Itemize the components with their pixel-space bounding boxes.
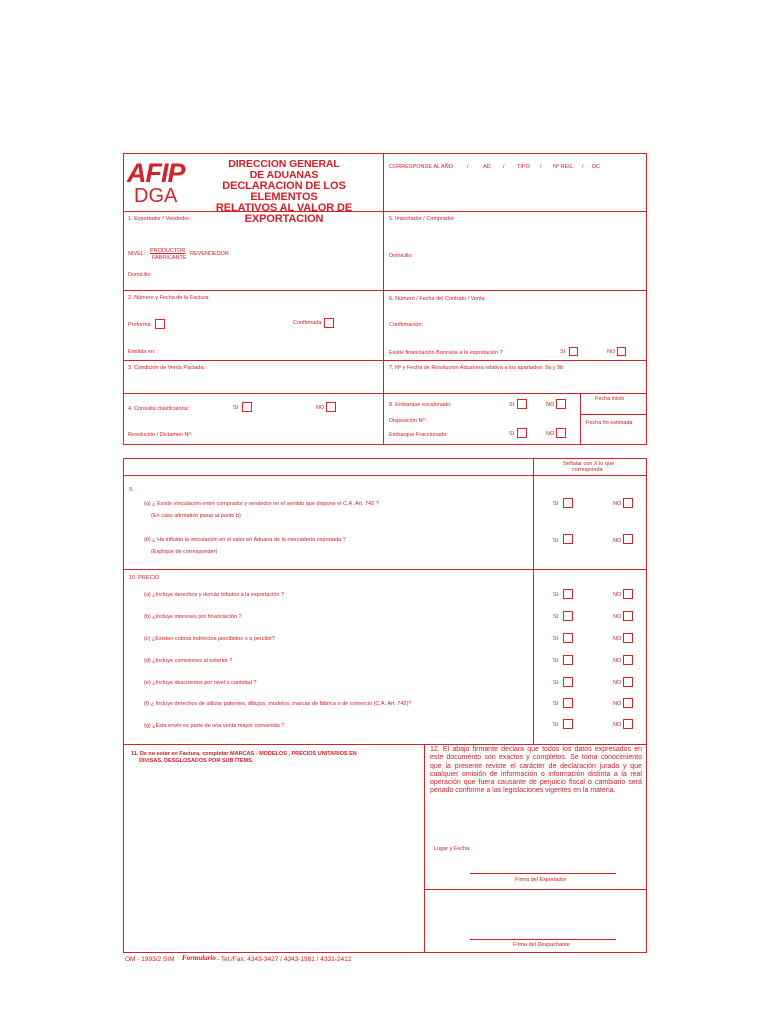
section11-line2: DIVISAS, DESGLOSADOS POR SUB ÍTEMS. xyxy=(139,758,254,764)
fecha-column-divider xyxy=(580,393,581,445)
section10-label: 10. PRECIO xyxy=(129,575,160,581)
q10g-si-checkbox[interactable] xyxy=(563,719,573,729)
q10b-si-label: SI xyxy=(553,614,559,620)
section7-title: 7. Nº y Fecha de Resolución Aduanera relativa a los apartados: 9a y 9b xyxy=(389,365,564,371)
q10b-si-checkbox[interactable] xyxy=(563,611,573,621)
q10f-no-checkbox[interactable] xyxy=(623,698,633,708)
q10b-text: (b) ¿Incluye intereses por financiación ? xyxy=(144,614,242,620)
marker-header-line2: corresponda xyxy=(572,467,603,473)
consulta-si-label: SI xyxy=(233,405,239,411)
ref-dc: DC xyxy=(592,164,600,170)
q10c-no-checkbox[interactable] xyxy=(623,633,633,643)
ref-nreg: Nº REG. xyxy=(553,164,574,170)
section5-title: 5. Importador / Comprador xyxy=(389,216,454,222)
escalonado-si-checkbox[interactable] xyxy=(517,399,527,409)
divider-10-11 xyxy=(123,744,647,745)
fecha-inicio-label: Fecha inicio xyxy=(595,396,625,402)
dga-logo: DGA xyxy=(134,185,178,207)
fecha-row-divider xyxy=(580,414,647,415)
confirmacion-label: Confirmación: xyxy=(389,322,423,328)
consulta-no-checkbox[interactable] xyxy=(326,402,336,412)
q10b-no-label: NO xyxy=(613,614,622,620)
financiacion-si-label: SI xyxy=(560,349,566,355)
divider-3-4 xyxy=(123,393,647,394)
answer-column-divider xyxy=(533,458,534,744)
marker-header-divider xyxy=(123,475,647,476)
confirmada-checkbox[interactable] xyxy=(324,318,334,328)
q10e-no-label: NO xyxy=(613,680,622,686)
disposicion-label: Disposición Nº : xyxy=(389,418,428,424)
q10a-text: (a) ¿Incluye derechos y demás tributos a la exportación ? xyxy=(144,592,285,598)
q10f-text: (f) ¿ Incluye derechos de utilizar patentes, dibujos, modelos, marcas de fábrica o de comercio (C.A. Art. 742)? xyxy=(144,701,412,707)
escalonado-no-label: NO xyxy=(546,402,555,408)
lugar-fecha-label: Lugar y Fecha: xyxy=(434,846,471,852)
q9a-note: (En caso afirmativo pasar al punto b) xyxy=(151,513,241,519)
section2-title: 2. Número y Fecha de la Factura: xyxy=(128,295,210,301)
q10a-si-label: SI xyxy=(553,592,559,598)
q10c-no-label: NO xyxy=(613,636,622,642)
q9a-si-label: SI xyxy=(553,501,559,507)
confirmada-label: Confirmada xyxy=(293,320,322,326)
q10f-si-checkbox[interactable] xyxy=(563,698,573,708)
q10a-no-checkbox[interactable] xyxy=(623,589,633,599)
financiacion-no-label: NO xyxy=(607,349,616,355)
section11-12-divider xyxy=(424,744,425,953)
divider-9-10 xyxy=(123,569,647,570)
q9a-si-checkbox[interactable] xyxy=(563,498,573,508)
title-line-3: DECLARACION DE LOS ELEMENTOS xyxy=(222,180,346,203)
marker-header-line1: Señalar con X lo que xyxy=(563,461,615,467)
q10d-si-label: SI xyxy=(553,658,559,664)
q9b-si-label: SI xyxy=(553,538,559,544)
q10c-si-checkbox[interactable] xyxy=(563,633,573,643)
consulta-no-label: NO xyxy=(316,405,325,411)
q10d-no-checkbox[interactable] xyxy=(623,655,633,665)
emitida-label: Emitida en: xyxy=(128,349,156,355)
domicilio-label-5: Domicilio: xyxy=(389,253,413,259)
q10d-text: (d) ¿Incluye comisiones al exterior ? xyxy=(144,658,233,664)
section6-title: 6. Número / Fecha del Contrato / Venta xyxy=(389,296,485,302)
proforma-label: Proforma xyxy=(128,322,151,328)
productor-option[interactable]: PRODUCTOR xyxy=(150,248,186,254)
q9a-no-label: NO xyxy=(613,501,622,507)
ref-sep-1: / xyxy=(467,164,469,170)
firma-despachante-line[interactable] xyxy=(470,939,616,940)
q10b-no-checkbox[interactable] xyxy=(623,611,633,621)
resolucion-label: Resolución / Dictamen Nº: xyxy=(128,432,193,438)
title-line-4: RELATIVOS AL VALOR DE EXPORTACION xyxy=(215,202,353,225)
ref-ad: AD. xyxy=(483,164,493,170)
fraccionado-no-label: NO xyxy=(546,431,555,437)
title-line-1: DIRECCION GENERAL xyxy=(228,158,340,170)
section1-title: 1. Exportador / Vendedor xyxy=(128,216,190,222)
consulta-si-checkbox[interactable] xyxy=(242,402,252,412)
q10c-si-label: SI xyxy=(553,636,559,642)
escalonado-no-checkbox[interactable] xyxy=(556,399,566,409)
financiacion-no-checkbox[interactable] xyxy=(617,347,626,356)
q10g-si-label: SI xyxy=(553,722,559,728)
fraccionado-label: Embarque Fraccionado: xyxy=(389,432,448,438)
footer-phones: - Tel./Fax. 4343-3427 / 4343-1981 / 4331-2412 xyxy=(217,956,352,963)
section9-label: 9. xyxy=(129,487,134,493)
section3-title: 3. Condición de Venta Pactada: xyxy=(128,365,206,371)
q9b-no-checkbox[interactable] xyxy=(623,534,633,544)
section8-title: 8. Embarque escalonado: xyxy=(389,402,452,408)
q10e-no-checkbox[interactable] xyxy=(623,677,633,687)
nivel-label: NIVEL: xyxy=(128,251,146,257)
escalonado-si-label: SI xyxy=(509,402,515,408)
ref-sep-2: / xyxy=(503,164,505,170)
q9a-text: (a) ¿ Existe vinculación entre comprador y vendedor en el sentido que dispone el C.A. Art. 742 ? xyxy=(144,501,379,507)
q10d-si-checkbox[interactable] xyxy=(563,655,573,665)
fabricante-option[interactable]: FABRICANTE xyxy=(152,255,187,261)
proforma-checkbox[interactable] xyxy=(155,319,165,329)
firma-exportador-label: Firma del Exportador xyxy=(515,877,567,883)
q10d-no-label: NO xyxy=(613,658,622,664)
q10c-text: (c) ¿Existen cobros indirectos percibidos o a percibir? xyxy=(144,636,275,642)
q10f-no-label: NO xyxy=(613,701,622,707)
ref-tipo: TIPO xyxy=(517,164,530,170)
firma-despachante-label: Firma del Despachante xyxy=(513,942,570,948)
form-code: OM - 1993/2 SIM xyxy=(125,956,175,963)
q9b-no-label: NO xyxy=(613,538,622,544)
ref-sep-3: / xyxy=(540,164,542,170)
fraccionado-no-checkbox[interactable] xyxy=(556,428,566,438)
brand-logo: Formulario xyxy=(182,954,216,962)
form-title xyxy=(188,159,380,225)
q10g-no-checkbox[interactable] xyxy=(623,719,633,729)
title-line-2: DE ADUANAS xyxy=(249,169,319,181)
q10e-text: (e) ¿Incluye descuentos por nivel o cantidad ? xyxy=(144,680,257,686)
fecha-fin-label: Fecha fin estimada xyxy=(586,420,633,426)
q9b-text: (b) ¿ Ha influido la vinculación en el valor en Aduana de la mercadería exportada ? xyxy=(144,537,346,543)
ref-year: CORRESPONDE AL AÑO xyxy=(389,164,453,170)
q10a-no-label: NO xyxy=(613,592,622,598)
q10a-si-checkbox[interactable] xyxy=(563,589,573,599)
top-center-divider xyxy=(383,153,384,445)
q9b-note: (Explique de corresponder) xyxy=(151,549,218,555)
firma-section-divider xyxy=(424,889,647,890)
section11-line1: 11. De no estar en Factura, completar MARCAS - MODELOS , PRECIOS UNITARIOS EN xyxy=(131,751,357,757)
q10g-no-label: NO xyxy=(613,722,622,728)
firma-exportador-line[interactable] xyxy=(470,873,616,874)
revendedor-option[interactable]: REVENDEDOR xyxy=(190,251,229,257)
q10g-text: (g) ¿Esta envío es parte de una venta mayor convenida ? xyxy=(144,723,285,729)
financiacion-si-checkbox[interactable] xyxy=(569,347,578,356)
ref-sep-4: / xyxy=(582,164,584,170)
q10f-si-label: SI xyxy=(553,701,559,707)
domicilio-label-1: Domicilio: xyxy=(128,272,152,278)
q9b-si-checkbox[interactable] xyxy=(563,534,573,544)
fraccionado-si-label: SI xyxy=(509,431,515,437)
q10e-si-label: SI xyxy=(553,680,559,686)
section12-declaration: 12. El abajo firmante declara que todos los datos expresados en este documento son exactos y completos. Se toma conocimiento que la presente reviste el carácter de declaración jurada y que cualquier omisión de información o información distinta a la real operación que fuera causante de perjuicio fiscal o cambiario será penado conforme a las legislaciones vigentes en la materia. xyxy=(430,746,642,795)
divider-1-2 xyxy=(123,290,647,291)
q10e-si-checkbox[interactable] xyxy=(563,677,573,687)
afip-logo: AFIP xyxy=(127,158,185,188)
financiacion-label: Existe financiación Bancaria a la exportación ? xyxy=(389,350,503,356)
fraccionado-si-checkbox[interactable] xyxy=(517,428,527,438)
divider-2-3 xyxy=(123,360,647,361)
section4-title: 4. Consulta clasificatoria: xyxy=(128,406,190,412)
q9a-no-checkbox[interactable] xyxy=(623,498,633,508)
